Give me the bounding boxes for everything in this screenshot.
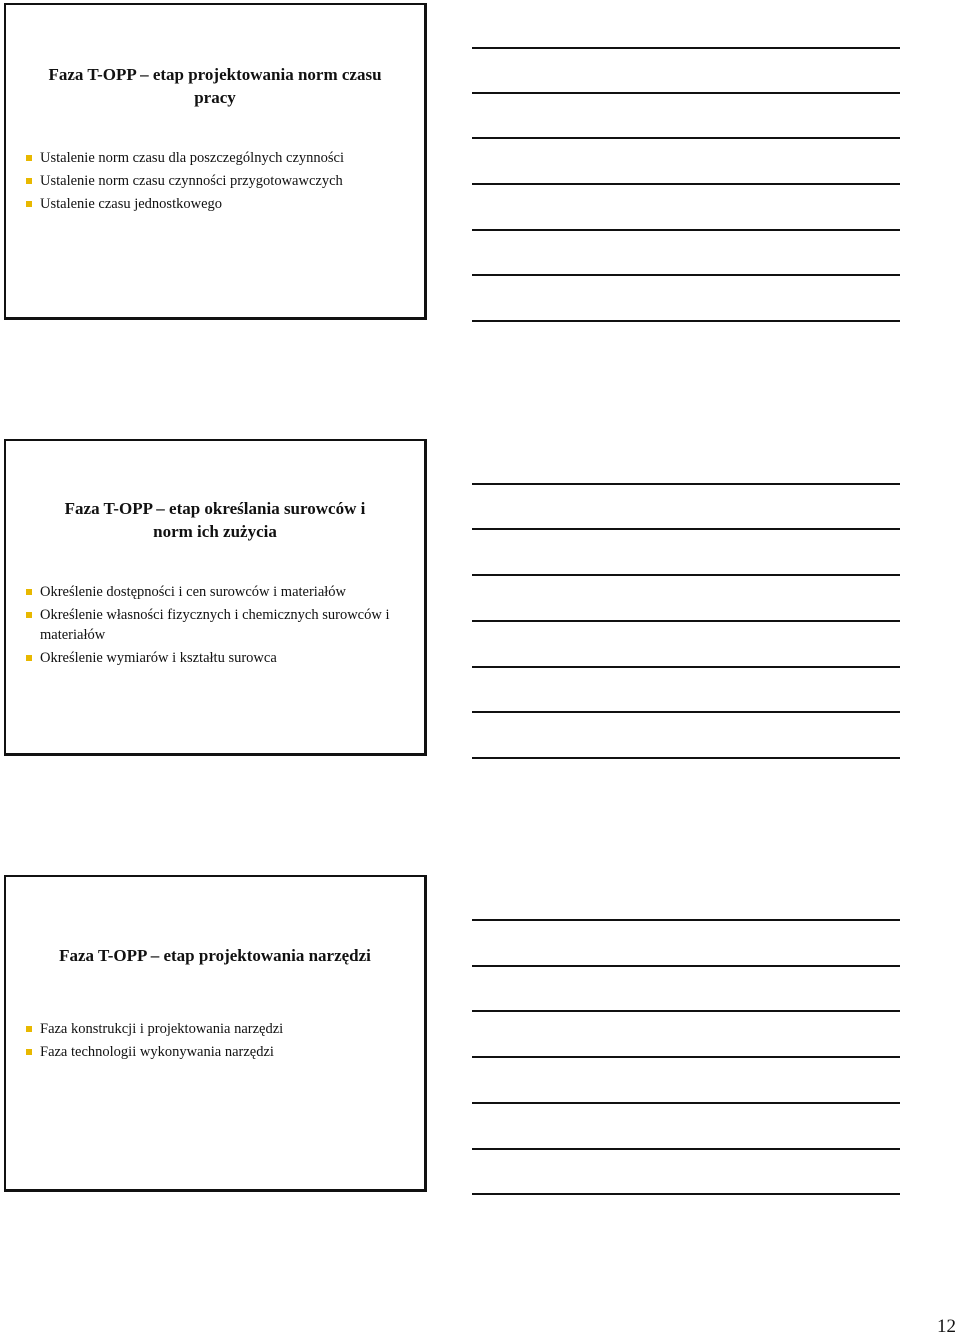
slide-3 (4, 875, 427, 1192)
note-line (472, 666, 900, 668)
list-item: Faza konstrukcji i projektowania narzędzi (24, 1018, 414, 1041)
slide-title-line: norm ich zużycia (153, 522, 277, 541)
bullet-list (24, 581, 414, 670)
note-line (472, 1102, 900, 1104)
slide-title-line: pracy (194, 88, 236, 107)
note-line (472, 47, 900, 49)
note-line (472, 711, 900, 713)
bullet-square-icon (26, 612, 32, 618)
note-line (472, 757, 900, 759)
note-line (472, 1193, 900, 1195)
note-line (472, 1010, 900, 1012)
note-line (472, 574, 900, 576)
bullet-square-icon (26, 1026, 32, 1032)
list-item: Określenie dostępności i cen surowców i materiałów (24, 581, 414, 604)
bullet-square-icon (26, 201, 32, 207)
note-line (472, 274, 900, 276)
slide-1 (4, 3, 427, 320)
bullet-list (24, 1018, 414, 1064)
bullet-square-icon (26, 589, 32, 595)
note-line (472, 137, 900, 139)
note-line (472, 183, 900, 185)
page-number: 12 (937, 1316, 956, 1337)
note-line (472, 229, 900, 231)
list-item: Ustalenie norm czasu dla poszczególnych czynności (24, 147, 414, 170)
bullet-list (24, 147, 414, 216)
note-line (472, 620, 900, 622)
bullet-square-icon (26, 655, 32, 661)
note-line (472, 1148, 900, 1150)
slide-title-line: Faza T-OPP – etap projektowania norm czasu (48, 65, 382, 84)
list-item: Ustalenie norm czasu czynności przygotowawczych (24, 170, 414, 193)
list-item: Określenie własności fizycznych i chemicznych surowców i materiałów (24, 605, 414, 645)
slide-title (24, 497, 406, 543)
slide-title-line: Faza T-OPP – etap określania surowców i (64, 499, 366, 518)
slide-2 (4, 439, 427, 756)
slide-title (24, 63, 406, 109)
bullet-square-icon (26, 155, 32, 161)
slide-title (24, 944, 406, 967)
note-line (472, 919, 900, 921)
list-item: Faza technologii wykonywania narzędzi (24, 1041, 414, 1064)
list-item: Ustalenie czasu jednostkowego (24, 193, 414, 216)
note-line (472, 528, 900, 530)
note-line (472, 320, 900, 322)
note-line (472, 483, 900, 485)
slide-title-line: Faza T-OPP – etap projektowania narzędzi (59, 946, 371, 965)
note-line (472, 965, 900, 967)
list-item: Określenie wymiarów i kształtu surowca (24, 647, 414, 670)
bullet-square-icon (26, 178, 32, 184)
note-line (472, 1056, 900, 1058)
note-line (472, 92, 900, 94)
bullet-square-icon (26, 1049, 32, 1055)
